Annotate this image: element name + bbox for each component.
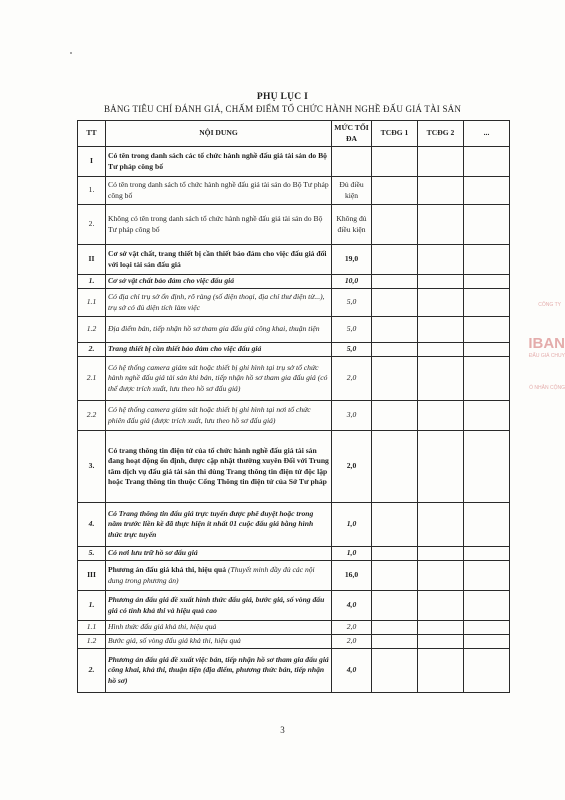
- row-score-2[interactable]: [418, 343, 464, 357]
- row-tt: I: [78, 147, 106, 177]
- row-content: [106, 561, 332, 591]
- row-score-2[interactable]: [418, 205, 464, 245]
- row-content-main: Phương án đấu giá khả thi, hiệu quả: [108, 565, 227, 574]
- document-title: BẢNG TIÊU CHÍ ĐÁNH GIÁ, CHẤM ĐIỂM TỔ CHỨC HÀNH NGHỀ ĐẤU GIÁ TÀI SẢN: [103, 104, 462, 114]
- row-content: Cơ sở vật chất bảo đảm cho việc đấu giá: [106, 275, 332, 289]
- row-score-more[interactable]: [464, 275, 510, 289]
- row-score-more[interactable]: [464, 547, 510, 561]
- row-score-more[interactable]: [464, 621, 510, 635]
- table-row: [78, 561, 510, 591]
- row-max: 1,0: [332, 547, 372, 561]
- row-score-1[interactable]: [372, 621, 418, 635]
- row-max: 2,0: [332, 635, 372, 649]
- row-score-2[interactable]: [418, 649, 464, 693]
- row-score-1[interactable]: [372, 245, 418, 275]
- row-content: Hình thức đấu giá khả thi, hiệu quả: [106, 621, 332, 635]
- row-score-more[interactable]: [464, 317, 510, 343]
- row-score-more[interactable]: [464, 503, 510, 547]
- row-tt: 2.2: [78, 401, 106, 431]
- row-tt: 1.: [78, 177, 106, 205]
- row-max: 10,0: [332, 275, 372, 289]
- row-score-1[interactable]: [372, 431, 418, 503]
- row-max: 16,0: [332, 561, 372, 591]
- stamp-fragment-top: CÔNG TY: [538, 302, 561, 308]
- row-score-1[interactable]: [372, 561, 418, 591]
- header-tcdg2: TCĐG 2: [418, 121, 464, 147]
- table-row: [78, 245, 510, 275]
- row-score-more[interactable]: [464, 401, 510, 431]
- header-more: ...: [464, 121, 510, 147]
- row-max: 1,0: [332, 503, 372, 547]
- row-score-1[interactable]: [372, 649, 418, 693]
- row-tt: 1.2: [78, 317, 106, 343]
- row-max: 19,0: [332, 245, 372, 275]
- row-score-2[interactable]: [418, 503, 464, 547]
- row-max: 2,0: [332, 431, 372, 503]
- row-score-more[interactable]: [464, 177, 510, 205]
- row-content: Địa điểm bán, tiếp nhận hồ sơ tham gia đấu giá công khai, thuận tiện: [106, 317, 332, 343]
- row-tt: 2.: [78, 343, 106, 357]
- row-content: Trang thiết bị cần thiết bảo đảm cho việc đấu giá: [106, 343, 332, 357]
- row-max: 2,0: [332, 621, 372, 635]
- row-score-more[interactable]: [464, 245, 510, 275]
- row-score-2[interactable]: [418, 289, 464, 317]
- table-row: [78, 275, 510, 289]
- table-header-row: [78, 121, 510, 147]
- table-row: [78, 547, 510, 561]
- row-score-2[interactable]: [418, 317, 464, 343]
- row-score-2[interactable]: [418, 561, 464, 591]
- row-score-more[interactable]: [464, 289, 510, 317]
- table-row: [78, 431, 510, 503]
- row-max: 5,0: [332, 343, 372, 357]
- row-content: Có Trang thông tin đấu giá trực tuyến được phê duyệt hoặc trong năm trước liền kề đã thực hiện ít nhất 01 cuộc đấu giá bằng hình thức trực tuyến: [106, 503, 332, 547]
- row-score-1[interactable]: [372, 635, 418, 649]
- header-tt: TT: [78, 121, 106, 147]
- criteria-table: [77, 120, 510, 693]
- row-max: Đủ điều kiện: [332, 177, 372, 205]
- row-score-more[interactable]: [464, 561, 510, 591]
- table-row: [78, 317, 510, 343]
- row-score-more[interactable]: [464, 591, 510, 621]
- row-score-2[interactable]: [418, 591, 464, 621]
- row-score-1[interactable]: [372, 591, 418, 621]
- table-row: [78, 503, 510, 547]
- row-tt: 1.: [78, 591, 106, 621]
- row-max: [332, 147, 372, 177]
- row-content: Có hệ thống camera giám sát hoặc thiết bị ghi hình tại trụ sở tổ chức hành nghề đấu giá tài sản khi bán, tiếp nhận hồ sơ tham gia đấu giá (có thể được trích xuất, lưu theo hồ sơ đấu giá): [106, 357, 332, 401]
- table-row: [78, 401, 510, 431]
- page-number: 3: [280, 725, 285, 735]
- stamp-fragment-bottom: Ổ NHÂN CỘNG: [529, 385, 565, 391]
- appendix-title: PHỤ LỤC I: [256, 92, 309, 102]
- row-tt: 1.2: [78, 635, 106, 649]
- row-tt: 1.1: [78, 621, 106, 635]
- row-content: Phương án đấu giá đề xuất hình thức đấu giá, bước giá, số vòng đấu giá có tính khả thi và hiệu quả cao: [106, 591, 332, 621]
- row-tt: 2.: [78, 649, 106, 693]
- row-max: 4,0: [332, 591, 372, 621]
- row-score-1[interactable]: [372, 177, 418, 205]
- row-content: Có nơi lưu trữ hồ sơ đấu giá: [106, 547, 332, 561]
- row-tt: 3.: [78, 431, 106, 503]
- table-row: [78, 635, 510, 649]
- row-content: Có hệ thống camera giám sát hoặc thiết bị ghi hình tại nơi tổ chức phiên đấu giá (được trích xuất, lưu theo hồ sơ đấu giá): [106, 401, 332, 431]
- row-score-1[interactable]: [372, 275, 418, 289]
- row-max: 4,0: [332, 649, 372, 693]
- table-row: [78, 177, 510, 205]
- row-content: Không có tên trong danh sách tổ chức hành nghề đấu giá tài sản do Bộ Tư pháp công bố: [106, 205, 332, 245]
- row-score-2[interactable]: [418, 147, 464, 177]
- row-content: Phương án đấu giá đề xuất việc bán, tiếp nhận hồ sơ tham gia đấu giá công khai, khả thi, thuận tiện (địa điểm, phương thức bán, tiếp nhận hồ sơ): [106, 649, 332, 693]
- row-content: Có tên trong danh sách các tổ chức hành nghề đấu giá tài sản do Bộ Tư pháp công bố: [106, 147, 332, 177]
- row-max: 2,0: [332, 357, 372, 401]
- table-row: [78, 591, 510, 621]
- row-tt: III: [78, 561, 106, 591]
- row-content-note: (Thuyết minh đầy đủ các nội dung trong phương án): [108, 565, 315, 585]
- row-max: Không đủ điều kiện: [332, 205, 372, 245]
- row-score-1[interactable]: [372, 343, 418, 357]
- row-score-2[interactable]: [418, 401, 464, 431]
- row-score-2[interactable]: [418, 547, 464, 561]
- table-row: [78, 621, 510, 635]
- row-content: Có trang thông tin điện tử của tổ chức hành nghề đấu giá tài sản đang hoạt động ổn định, được cập nhật thường xuyên Đối với Trung tâm dịch vụ đấu giá tài sản thì dùng Trang thông tin điện tử độc lập hoặc Trang thông tin thuộc Cổng Thông tin điện tử của Sở Tư pháp: [106, 431, 332, 503]
- row-tt: 1.1: [78, 289, 106, 317]
- row-tt: II: [78, 245, 106, 275]
- row-score-1[interactable]: [372, 147, 418, 177]
- stamp-fragment-logo: IBAN: [528, 335, 565, 352]
- row-score-2[interactable]: [418, 275, 464, 289]
- row-content: Cơ sở vật chất, trang thiết bị cần thiết bảo đảm cho việc đấu giá đối với loại tài sản đấu giá: [106, 245, 332, 275]
- row-score-1[interactable]: [372, 205, 418, 245]
- row-score-1[interactable]: [372, 401, 418, 431]
- row-score-more[interactable]: [464, 649, 510, 693]
- row-score-2[interactable]: [418, 431, 464, 503]
- row-max: 5,0: [332, 317, 372, 343]
- row-score-2[interactable]: [418, 177, 464, 205]
- row-score-1[interactable]: [372, 503, 418, 547]
- row-score-more[interactable]: [464, 147, 510, 177]
- header-tcdg1: TCĐG 1: [372, 121, 418, 147]
- row-score-1[interactable]: [372, 317, 418, 343]
- row-score-more[interactable]: [464, 431, 510, 503]
- table-row: [78, 289, 510, 317]
- stamp-fragment-mid: ĐẤU GIÁ CHUY: [528, 353, 565, 359]
- row-score-2[interactable]: [418, 635, 464, 649]
- row-score-1[interactable]: [372, 289, 418, 317]
- row-content: Có địa chỉ trụ sở ổn định, rõ ràng (số điện thoại, địa chỉ thư điện tử...), trụ sở có đủ diện tích làm việc: [106, 289, 332, 317]
- row-score-more[interactable]: [464, 343, 510, 357]
- row-tt: 2.1: [78, 357, 106, 401]
- row-max: 3,0: [332, 401, 372, 431]
- row-content: Có tên trong danh sách tổ chức hành nghề đấu giá tài sản do Bộ Tư pháp công bố: [106, 177, 332, 205]
- row-score-2[interactable]: [418, 357, 464, 401]
- row-score-1[interactable]: [372, 357, 418, 401]
- row-tt: 4.: [78, 503, 106, 547]
- row-score-more[interactable]: [464, 635, 510, 649]
- header-max: MỨC TỐI ĐA: [332, 121, 372, 147]
- row-tt: 2.: [78, 205, 106, 245]
- scan-speck: [70, 52, 72, 54]
- row-score-2[interactable]: [418, 621, 464, 635]
- row-score-more[interactable]: [464, 357, 510, 401]
- table-row: [78, 147, 510, 177]
- row-tt: 1.: [78, 275, 106, 289]
- table-row: [78, 357, 510, 401]
- row-tt: 5.: [78, 547, 106, 561]
- row-score-1[interactable]: [372, 547, 418, 561]
- table-row: [78, 649, 510, 693]
- row-score-2[interactable]: [418, 245, 464, 275]
- table-row: [78, 205, 510, 245]
- row-max: 5,0: [332, 289, 372, 317]
- row-content: Bước giá, số vòng đấu giá khả thi, hiệu quả: [106, 635, 332, 649]
- row-score-more[interactable]: [464, 205, 510, 245]
- table-row: [78, 343, 510, 357]
- header-content: NỘI DUNG: [106, 121, 332, 147]
